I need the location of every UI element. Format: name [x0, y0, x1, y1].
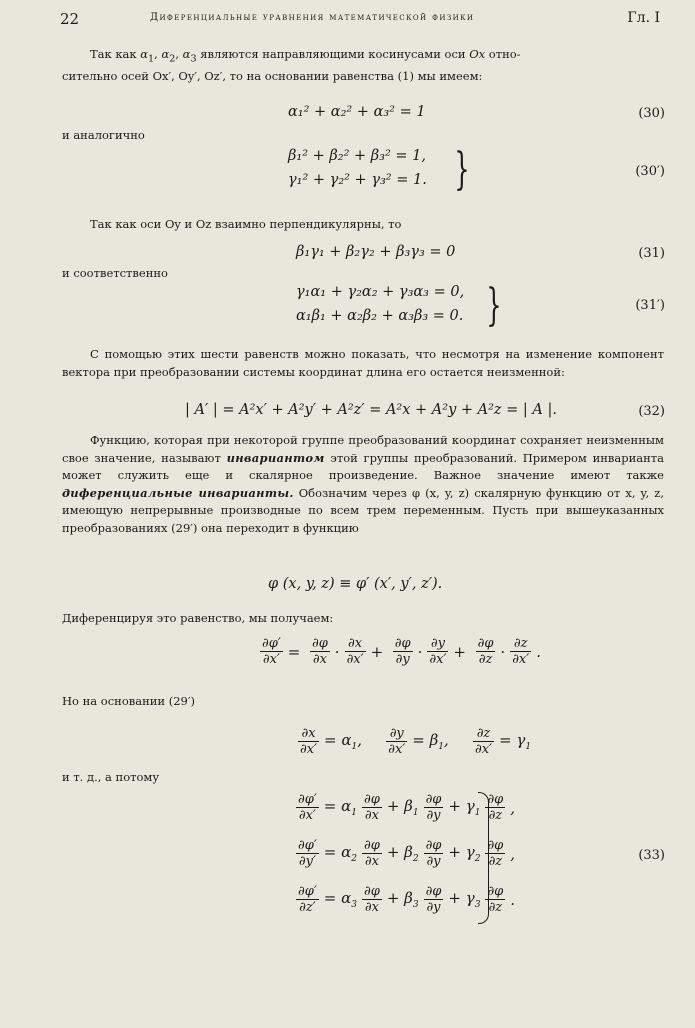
equation-31p-line-2: α₁β₁ + α₂β₂ + α₃β₃ = 0.: [296, 308, 464, 324]
equation-chain-rule: $\frac{\partial\varphi'}{\partial x'}$ = $\frac{\partial\varphi}{\partial x}$ · $\frac{\partial x}{\partial x'}$ + $\frac{\partial\varphi}{\partial y}$ · $\frac{\partial y}{\partial x'}$ + $\frac{\partial\varphi}{\partial z}$ · $\frac{\partial z}{\partial x'}$ .: [262, 636, 541, 667]
equation-31p-number: (31′): [635, 298, 665, 313]
equation-30-number: (30): [638, 106, 665, 121]
running-title: Диференциальные уравнения математической физики: [150, 12, 475, 23]
equation-33-line-1: $\frac{\partial\varphi'}{\partial x'}$ = $\alpha_1$ $\frac{\partial\varphi}{\partial x}$ + $\beta_1$ $\frac{\partial\varphi}{\partial y}$ + $\gamma_1$ $\frac{\partial\varphi}{\partial z}$ ,: [298, 792, 516, 823]
equation-33-line-2: $\frac{\partial\varphi'}{\partial y'}$ = $\alpha_2$ $\frac{\partial\varphi}{\partial x}$ + $\beta_2$ $\frac{\partial\varphi}{\partial y}$ + $\gamma_2$ $\frac{\partial\varphi}{\partial z}$ ,: [298, 838, 516, 869]
equation-phi: φ (x, y, z) ≡ φ′ (x′, y′, z′).: [268, 576, 443, 592]
right-brace: [478, 792, 489, 924]
paragraph-1: Так как $\alpha_1$, $\alpha_2$, $\alpha_3$ являются направляющими косинусами оси Ox отно- сительно осей Ox′, Oy′, Oz′, то на основании равенства (1) мы имеем:: [62, 47, 521, 83]
and-similarly-text: и аналогично: [62, 128, 145, 142]
equation-32-number: (32): [638, 404, 665, 419]
paragraph-6: Но на основании (29′): [62, 694, 195, 708]
equation-33-number: (33): [638, 848, 665, 863]
equation-31p-line-1: γ₁α₁ + γ₂α₂ + γ₃α₃ = 0,: [296, 284, 465, 300]
equation-30p-line-2: γ₁² + γ₂² + γ₃² = 1.: [288, 172, 427, 188]
paragraph-1-line-2: сительно осей Ox′, Oy′, Oz′, то на основании равенства (1) мы имеем:: [62, 68, 483, 83]
equation-31: β₁γ₁ + β₂γ₂ + β₃γ₃ = 0: [296, 244, 456, 260]
right-brace: }: [486, 280, 502, 331]
equation-30p-line-1: β₁² + β₂² + β₃² = 1,: [288, 148, 426, 164]
page-number: 22: [60, 10, 80, 28]
right-brace: }: [454, 144, 470, 195]
term-invariant: инвариантом: [226, 450, 325, 465]
equation-33-line-3: $\frac{\partial\varphi'}{\partial z'}$ = $\alpha_3$ $\frac{\partial\varphi}{\partial x}$ + $\beta_3$ $\frac{\partial\varphi}{\partial y}$ + $\gamma_3$ $\frac{\partial\varphi}{\partial z}$ .: [298, 884, 516, 915]
and-respectively-text: и соответственно: [62, 266, 168, 280]
paragraph-4: Функцию, которая при некоторой группе преобразований координат сохраняет неизменным свое значение, называют инвариантом этой группы преобразований. Примером инварианта может служить еще и скалярное произведение. Важное значение имеют также диференциальные инварианты. Обозначим через φ (x, y, z) скалярную функцию от x, y, z, имеющую непрерывные производные по всем трем переменным. Пусть при вышеуказанных преобразованиях (29′) она переходит в функцию: [62, 433, 664, 535]
equation-30: α₁² + α₂² + α₃² = 1: [288, 104, 426, 120]
paragraph-5: Диференцируя это равенство, мы получаем:: [62, 611, 334, 625]
equation-31-number: (31): [638, 246, 665, 261]
equation-30p-number: (30′): [635, 164, 665, 179]
term-differential-invariants: диференциальные инварианты.: [62, 485, 294, 500]
equation-direction-derivatives: $\frac{\partial x}{\partial x'}$ = $\alpha_1$, $\frac{\partial y}{\partial x'}$ = $\beta_1$, $\frac{\partial z}{\partial x'}$ = $\gamma_1$: [300, 726, 532, 757]
paragraph-3: С помощью этих шести равенств можно показать, что несмотря на изменение компонент вектора при преобразовании системы координат длина его остается неизменной:: [62, 347, 664, 379]
paragraph-2: Так как оси Oy и Oz взаимно перпендикулярны, то: [90, 217, 402, 231]
chapter-label: Гл. I: [627, 10, 660, 26]
equation-32: | A′ | = A²x′ + A²y′ + A²z′ = A²x + A²y + A²z = | A |.: [185, 402, 557, 418]
etc-text: и т. д., а потому: [62, 770, 160, 784]
running-header: [60, 10, 660, 30]
